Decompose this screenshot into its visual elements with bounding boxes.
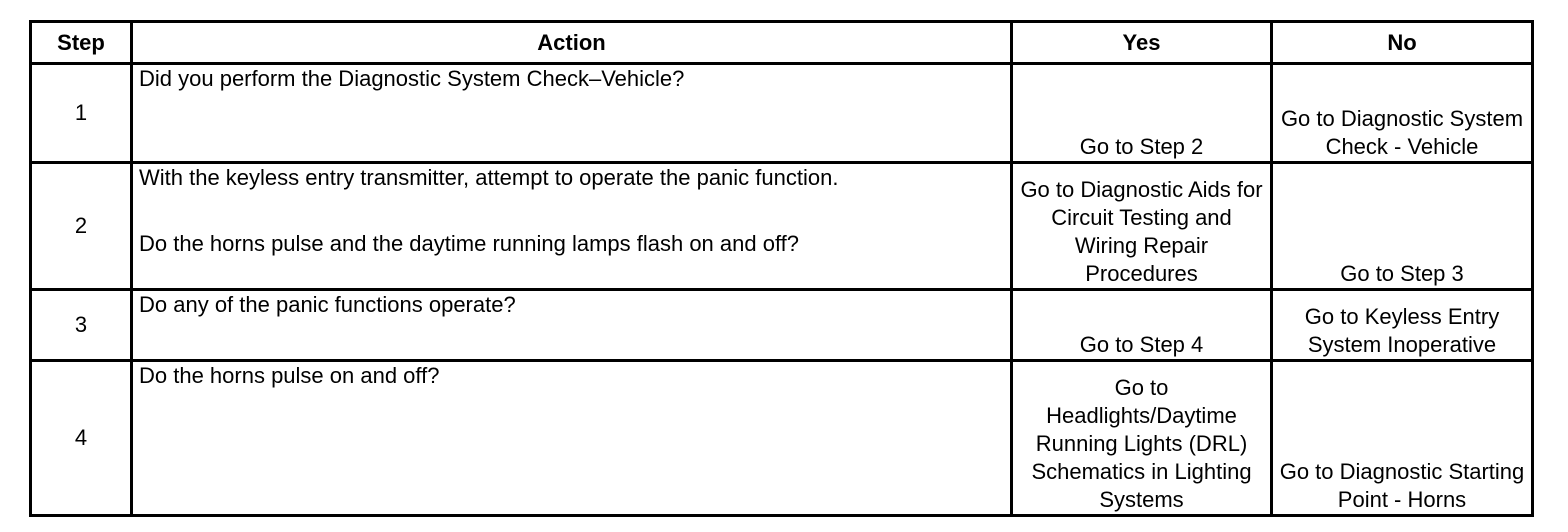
action-text: Do the horns pulse on and off? [139,363,440,388]
yes-result: Go to Step 2 [1012,64,1272,163]
header-yes: Yes [1012,22,1272,64]
step-number: 3 [31,290,132,361]
action-cell [132,64,1012,163]
table-row [31,361,1533,516]
action-question: Do the horns pulse and the daytime running lamps flash on and off? [139,231,800,256]
no-result: Go to Diagnostic Starting Point - Horns [1272,361,1533,516]
action-text: Did you perform the Diagnostic System Check–Vehicle? [139,66,685,91]
header-row [31,22,1533,64]
action-text: With the keyless entry transmitter, attempt to operate the panic function. [139,165,839,190]
action-cell [132,290,1012,361]
yes-result: Go to Diagnostic Aids for Circuit Testing and Wiring Repair Procedures [1012,163,1272,290]
no-result: Go to Step 3 [1272,163,1533,290]
table-row [31,64,1533,163]
header-action: Action [132,22,1012,64]
step-number: 1 [31,64,132,163]
no-result: Go to Keyless Entry System Inoperative [1272,290,1533,361]
action-text: Do any of the panic functions operate? [139,292,516,317]
step-number: 2 [31,163,132,290]
header-step: Step [31,22,132,64]
table-row [31,163,1533,290]
action-cell [132,163,1012,290]
table-row [31,290,1533,361]
action-cell [132,361,1012,516]
header-no: No [1272,22,1533,64]
diagnostic-table [29,20,1534,517]
yes-result: Go to Headlights/Daytime Running Lights (DRL) Schematics in Lighting Systems [1012,361,1272,516]
step-number: 4 [31,361,132,516]
yes-result: Go to Step 4 [1012,290,1272,361]
no-result: Go to Diagnostic System Check - Vehicle [1272,64,1533,163]
